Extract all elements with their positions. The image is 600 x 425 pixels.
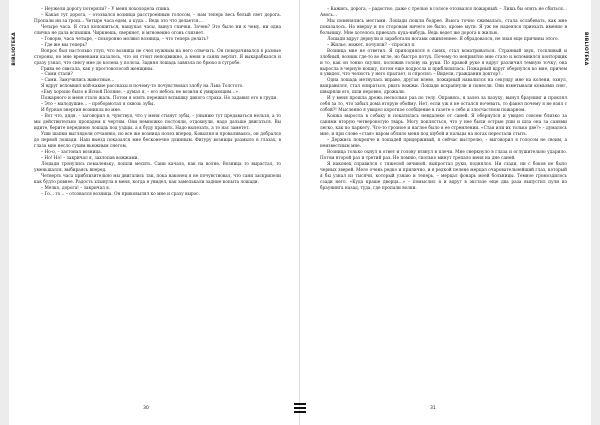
paragraph: – Неужели дорогу потеряли? – У меня похолодела спина. xyxy=(41,7,171,12)
left-page-text xyxy=(34,7,281,198)
paragraph: – Но! Но! – закричал я, захлопав вожжами. xyxy=(41,155,139,161)
paragraph: Четверть часа приблизительно мы двигались так, пока наконец я не почувствовал, что сани заскрипели как будто ровнее. Радость хлынула в меня, когда я увидел, как замелькали задние копыта лошади. xyxy=(34,173,281,185)
paragraph: – Но-о, – застонал возница. xyxy=(41,149,103,155)
right-page xyxy=(300,0,591,425)
paragraph: Лошади тронулись помаленьку, пошли месить. Сани качало, как на волне. Возница то вырастал, то уменьшался, выбираясь вперед. xyxy=(34,161,281,173)
paragraph: – Кажись, дорога, – радостно, даже с трелью в голосе отозвался пожарный. – Лишь бы опять не сбиться… Авось… xyxy=(320,7,567,18)
paragraph: – Где же мы теперь? xyxy=(41,42,88,48)
paragraph: – Говорю, часа четыре, – похоронно молвил возница, – что теперь делать? xyxy=(41,36,209,42)
brand-logo-left: BIBLIOTEKA xyxy=(12,32,17,66)
menu-icon[interactable] xyxy=(294,403,306,413)
menu-icon-bar xyxy=(294,411,306,413)
paragraph: Лошади вдруг дернули и заработали ногами оживленнее. Я обрадовался, не зная еще причины этого. xyxy=(327,36,559,42)
brand-logo-right: BIBLIOTEKA xyxy=(583,32,588,66)
paragraph: И бурная энергия возникла во мне. xyxy=(41,108,122,114)
paragraph: Кошка выросла в собаку и покатилась невдалеке от саней. Я обернулся и увидел совсем близко за санями вторую четвероногую тварь. Могу поклясться, что у нее были острые уши и шла она за санями легко, как по паркету. Что-то грозное и наглое было в ее стремлении. «Стая или их только две?» – думалось мне, и при слове «стая» варом облило меня под шубой и пальцы на ногах перестали стыть. xyxy=(320,114,567,138)
paragraph: Возница только охнул в ответ и голову втянул в плечи. Мне сверкнуло в глаза и оглушительно ударило. Потом второй раз и третий раз. Не помню, сколько минут трепало меня на дне саней. xyxy=(320,149,567,161)
paragraph: – Сами. Замучились животные… xyxy=(41,78,115,84)
paragraph: Вопрос был настолько глуп, что возница не счел нужным на него отвечать. Он поворачивался в разные стороны, но мне временами казалось, что он стоит неподвижно, а меня в санях вертит. Я выкарабкался и сразу узнал, что снегу мне до колена у полоза. Задняя лошадь завязла по брюхо в сугробе. xyxy=(34,48,281,66)
paragraph: Мы поменялись местами. Лошади пошли бодрее. Вьюга точно сжималась, стала ослабевать, как мне показалось. Но вверху и по сторонам ничего не было, кроме мути. Я уж не надеялся приехать именно в больницу. Мне хотелось приехать куда-нибудь. Ведь ведет же дорога к жилью. xyxy=(320,18,567,36)
paragraph: – Го… го… – отозвался возница. Он приковылял ко мне и сразу вырос. xyxy=(41,191,200,197)
paragraph: Грива ее свисала, как у простоволосой женщины. xyxy=(41,66,154,72)
paragraph: Уши шапки выглядели отчаянно, но все же возница полез вперед. Ковыляя и проваливаясь, он добрался до первой лошади. Наш выезд показался мне бесконечно длинным. Фигуру возницы размыло в глазах, в глаза мне несло сухим вьюжным снегом. xyxy=(34,132,281,149)
paragraph: И у меня прошла дрожь несколько раз по телу. Оправясь, я залез за пазуху, вынул браунинг и проклял себя за то, что забыл дома вторую обойму. Нет, если уж я не остался ночевать, то факел почему я не взял с собой?! Мысленно я увидел короткое сообщение в газете о себе и злосчастном пожарном. xyxy=(320,96,567,114)
paragraph: – Вот что, дядя, – заговорил я, чувствуя, что у меня стынут зубы, – унынию тут предаваться нельзя, а то мы действительно пропадем к чертям. Они немножко постояли, отдохнули, надо дальше двигаться. Вы идите, берите переднюю лошадь под уздцы, а я буду править. Надо вылезать, а то нас заметет. xyxy=(34,114,281,132)
paragraph: Возница мне не ответил. Я приподнялся в санях, стал всматриваться. Странный звук, тоскливый и злобный, возник где-то во мгле, но быстро потух. Почему-то неприятно мне стало и вспомнился конторщик и то, как он тонко скулил, положив голову на руки. По правой руке я вдруг различил темную точку, она выросла в черную кошку, потом еще подросла и приблизилась. Пожарный вдруг обернулся ко мне, причем я увидел, что челюсть у него прыгает, и спросил: – Видели, гражданин доктор?.. xyxy=(320,48,567,78)
right-page-number: 31 xyxy=(430,406,436,411)
paragraph: Одна лошадь метнулась вправо, другая влево, пожарный навалился на секунду мне на колени, охнул, выправился, стал опираться, рвать вожжи. Лошади всхрапнули и понесли. Они взметывали комьями снег, швыряли его, шли неровно, дрожали. xyxy=(320,78,567,96)
menu-icon-bar xyxy=(294,403,306,405)
paragraph: Четыре часа. Я стал копошиться, нащупал часы, вынул спички. Зачем? Это было ни к чему, ни одна спичка не дала вспышки. Чиркнешь, сверкнет, и мгновенно огонь слизнет. xyxy=(34,24,281,36)
paragraph: – Держись покрепче и лошадей придерживай, я сейчас выстрелю, – выговорил я голосом не своим, а неизвестным мне. xyxy=(320,137,567,149)
paragraph: – Это – малодушие… – пробормотал я сквозь зубы. xyxy=(41,102,155,108)
left-page xyxy=(9,0,300,425)
paragraph: – Мелко, дорога! – закричал я. xyxy=(41,185,111,191)
right-page-text xyxy=(320,7,567,192)
paragraph: «Ему хорошо было в Ясной Поляне, – думал я, – его небось не возили к умирающим…» xyxy=(41,90,239,96)
paragraph: – Жилье, может, почуяли? – спросил я. xyxy=(327,42,416,48)
paragraph: Я вдруг вспомнил кой-какие рассказы и почему-то почувствовал злобу на Льва Толстого. xyxy=(41,84,244,90)
left-page-number: 30 xyxy=(143,406,149,411)
paragraph: Я наконец справился с тяжелой овчиной, выпростал руки, поднялся. Ни сзади, ни с боков не было черных зверей. Мело очень редко и прилично, и в редкой пелене мерцал очаровательнейший глаз, который я бы узнал из тысячи, который узнаю и теперь, – мерцал фонарь моей больницы. Темное громоздилось сзади него. «Куда краше дворца…» – помыслил я и вдруг в экстазе еще два раза выпустил пули из браунинга назад, туда, где пропали волки. xyxy=(320,161,567,191)
paragraph: – Какая тут дорога, – отозвался возница расстроенным голосом, – нам теперь весь белый свет дорога. Пропали ни за грош… Четыре часа едем, а куда… Ведь это что делается… xyxy=(34,12,281,24)
paragraph: Пожарного и меня стало жаль. Потом я опять пережил вспышку дикого страха. Но задавил его в груди. xyxy=(41,96,278,102)
menu-icon-bar xyxy=(294,407,306,409)
paragraph: – Сами стали? xyxy=(41,72,73,78)
